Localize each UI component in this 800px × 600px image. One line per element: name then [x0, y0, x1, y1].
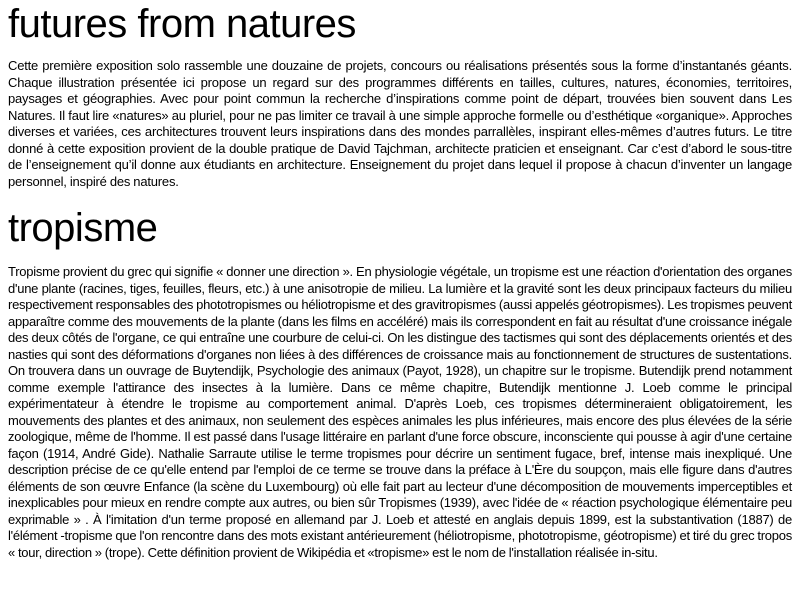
section-body: Cette première exposition solo rassemble une douzaine de projets, concours ou réalisations présentés sous la forme d’instantanés géants. Chaque illustration présentée ici propose un regard sur des programmes différents en tailles, cultures, natures, économies, territoires, paysages et géographies. Avec pour point commun la recherche d’inspirations comme point de départ, trouvées bien souvent dans Les Natures. Il faut lire «natures» au pluriel, pour ne pas limiter ce travail à une simple approche formelle ou d’esthétique «organique». Approches diverses et variées, ces architectures trouvent leurs inspirations dans des mondes parrallèles, inspirant elles-mêmes d’autres futurs. Le titre donné à cette exposition provient de la double pratique de David Tajchman, architecte praticien et enseignant. Car c’est d’abord le sous-titre de l’enseignement qu’il donne aux étudiants en architecture. Enseignement du projet dans lequel il propose à chacun d’inventer un langage personnel, inspiré des natures. [8, 58, 792, 189]
section-title: tropisme [8, 206, 158, 250]
section-futures-from-natures [8, 0, 792, 190]
section-tropisme [8, 204, 792, 561]
section-title: futures from natures [8, 2, 356, 46]
section-body: Tropisme provient du grec qui signifie « donner une direction ». En physiologie végétale, un tropisme est une réaction d'orientation des organes d'une plante (racines, tiges, feuilles, fleurs, etc.) à une anisotropie de milieu. La lumière et la gravité sont les deux principaux facteurs du milieu respectivement responsables des phototropismes ou héliotropisme et des gravitropismes (aussi appelés géotropismes). Les tropismes peuvent apparaître comme des mouvements de la plante (dans les films en accéléré) mais ils correspondent en fait au résultat d'une croissance inégale des deux côtés de l'organe, ce qui entraîne une courbure de celui-ci. On les distingue des tactismes qui sont des déplacements orientés et des nasties qui sont des déformations d'organes non liées à des différences de croissance mais au fonctionnement de structures de sustentations. On trouvera dans un ouvrage de Buytendijk, Psychologie des animaux (Payot, 1928), un chapitre sur le tropisme. Butendijk prend notamment comme exemple l'attirance des insectes à la lumière. Dans ce même chapitre, Butendijk mentionne J. Loeb comme le principal expérimentateur à étendre le tropisme au comportement animal. D'après Loeb, ces tropismes détermineraient obligatoirement, les mouvements des plantes et des animaux, non seulement des espèces animales les plus inférieures, mais encore des plus élevées de la série zoologique, même de l'homme. Il est passé dans l'usage littéraire en parlant d'une force obscure, inconsciente qui pousse à agir d'une certaine façon (1914, André Gide). Nathalie Sarraute utilise le terme tropismes pour décrire un sentiment fugace, bref, intense mais inexpliqué. Une description précise de ce qu'elle entend par l'emploi de ce terme se trouve dans la préface à L'Ère du soupçon, mais elle figure dans d'autres éléments de son œuvre Enfance (la scène du Luxembourg) où elle fait part au lecteur d'une décomposition de mouvements imperceptibles et inexplicables pour mieux en rendre compte aux autres, ou bien sûr Tropismes (1939), avec l'idée de « réaction psychologique élémentaire peu exprimable » . À l'imitation d'un terme proposé en allemand par J. Loeb et attesté en anglais depuis 1899, est la substantivation (1887) de l'élément -tropisme que l'on rencontre dans des mots existant antérieurement (héliotropisme, phototropisme, géotropisme) et tiré du grec tropos « tour, direction » (trope). Cette définition provient de Wikipédia et «tropisme» est le nom de l'installation réalisée in-situ. [8, 264, 792, 560]
